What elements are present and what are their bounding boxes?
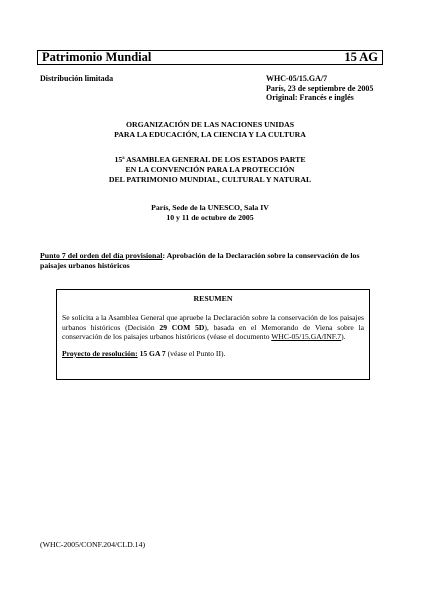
assembly-line-1: 15ª ASAMBLEA GENERAL DE LOS ESTADOS PARTE [114,155,306,164]
meeting-location [37,203,383,223]
agenda-item [40,251,386,270]
draft-resolution-code: 15 GA 7 [139,348,166,358]
summary-decision: 29 COM 5D [159,322,205,332]
location-line-1: París, Sede de la UNESCO, Sala IV [151,203,269,212]
assembly-line-3: DEL PATRIMONIO MUNDIAL, CULTURAL Y NATURAL [108,175,312,184]
document-reference [266,74,373,103]
agenda-item-text: : Aprobación de la Declaración sobre la conservación de los paisajes urbanos históricos [40,251,360,270]
summary-text [62,313,364,342]
organization-line-1: ORGANIZACIÓN DE LAS NACIONES UNIDAS [125,120,295,129]
header-title: Patrimonio Mundial [42,50,152,64]
distribution-label: Distribución limitada [40,74,114,83]
document-date-place: París, 23 de septiembre de 2005 [266,83,374,93]
summary-title: RESUMEN [193,294,233,303]
draft-resolution-note: (véase el Punto II). [165,348,226,358]
footer-reference: (WHC-2005/CONF.204/CLD.14) [40,540,146,549]
draft-resolution-label: Proyecto de resolución: [62,348,138,358]
summary-text-part-3: ). [341,332,346,342]
organization-name [37,120,383,140]
header-session: 15 AG [344,50,378,64]
summary-document-link[interactable]: WHC-05/15.GA/INF.7 [271,332,342,342]
agenda-item-label: Punto 7 del orden del día provisional [40,251,163,260]
document-code: WHC-05/15.GA/7 [266,74,328,83]
location-line-2: 10 y 11 de octubre de 2005 [166,213,254,222]
assembly-line-2: EN LA CONVENCIÓN PARA LA PROTECCIÓN [125,165,295,174]
header-bar [37,50,383,65]
draft-resolution [62,349,364,358]
summary-text-part-2: ), basada en el Memorando de Viena sobre la conservación de los paisajes urbanos históricos (véase el documento [62,322,364,342]
document-original-language: Original: Francés e inglés [266,93,354,102]
summary-box [56,289,370,380]
organization-line-2: PARA LA EDUCACIÓN, LA CIENCIA Y LA CULTURA [114,130,306,139]
summary-text-part-1: Se solicita a la Asamblea General que apruebe la Declaración sobre la conservación de los paisajes urbanos históricos (Decisión [62,313,364,332]
assembly-title [37,155,383,185]
